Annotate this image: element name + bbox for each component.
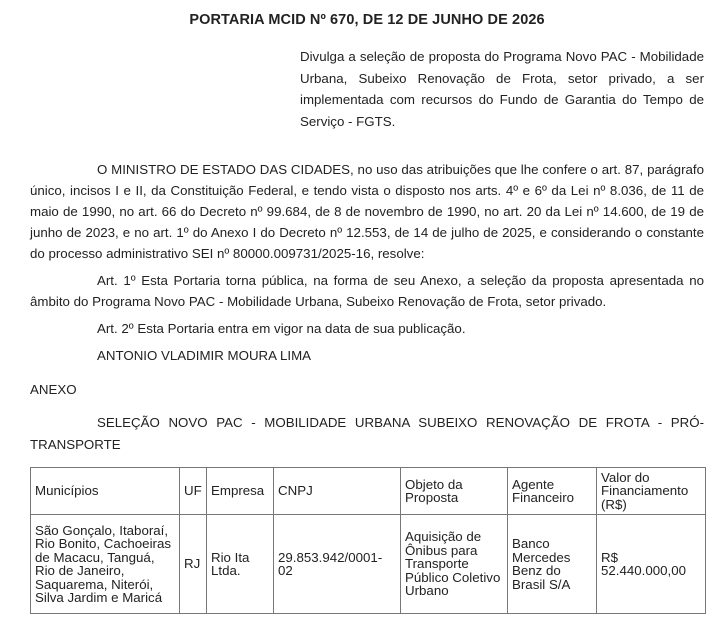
article-2: Art. 2º Esta Portaria entra em vigor na data de sua publicação. bbox=[97, 321, 466, 336]
cell-municipios: São Gonçalo, Itaboraí, Rio Bonito, Cachoeiras de Macacu, Tanguá, Rio de Janeiro, Saquarema, Niterói, Silva Jardim e Maricá bbox=[31, 515, 180, 614]
article-1: Art. 1º Esta Portaria torna pública, na forma de seu Anexo, a seleção da proposta apresentada no âmbito do Programa Novo PAC - Mobilidade Urbana, Subeixo Renovação de Frota, setor privado. bbox=[30, 273, 704, 309]
table-header-row bbox=[31, 468, 706, 515]
header-municipios: Municípios bbox=[31, 468, 180, 515]
annex-table bbox=[30, 467, 706, 614]
header-uf: UF bbox=[180, 468, 207, 515]
signer-name: ANTONIO VLADIMIR MOURA LIMA bbox=[97, 348, 312, 363]
document-title: PORTARIA MCID Nº 670, DE 12 DE JUNHO DE 2026 bbox=[189, 12, 545, 28]
preamble-paragraph: O MINISTRO DE ESTADO DAS CIDADES, no uso das atribuições que lhe confere o art. 87, parágrafo único, incisos I e II, da Constituição Federal, e tendo vista o disposto nos arts. 4º e 6º da Lei nº 8.036, de 11 de maio de 1990, no art. 66 do Decreto nº 99.684, de 8 de novembro de 1990, no art. 20 da Lei nº 14.600, de 19 de junho de 2023, e no art. 1º do Anexo I do Decreto nº 12.553, de 14 de julho de 2025, e considerando o constante do processo administrativo SEI nº 80000.009731/2025-16, resolve: bbox=[30, 162, 704, 261]
header-cnpj: CNPJ bbox=[274, 468, 401, 515]
selection-title: SELEÇÃO NOVO PAC - MOBILIDADE URBANA SUBEIXO RENOVAÇÃO DE FROTA - PRÓ-TRANSPORTE bbox=[30, 415, 704, 452]
cell-cnpj: 29.853.942/0001-02 bbox=[274, 515, 401, 614]
header-empresa: Empresa bbox=[207, 468, 274, 515]
cell-empresa: Rio Ita Ltda. bbox=[207, 515, 274, 614]
cell-uf: RJ bbox=[180, 515, 207, 614]
cell-objeto: Aquisição de Ônibus para Transporte Público Coletivo Urbano bbox=[401, 515, 508, 614]
header-agente: Agente Financeiro bbox=[508, 468, 597, 515]
cell-valor: R$ 52.440.000,00 bbox=[597, 515, 706, 614]
header-valor: Valor do Financiamento (R$) bbox=[597, 468, 706, 515]
annex-heading: ANEXO bbox=[30, 382, 77, 397]
table-row bbox=[31, 515, 706, 614]
header-objeto: Objeto da Proposta bbox=[401, 468, 508, 515]
cell-agente: Banco Mercedes Benz do Brasil S/A bbox=[508, 515, 597, 614]
ementa: Divulga a seleção de proposta do Programa Novo PAC - Mobilidade Urbana, Subeixo Renovação de Frota, setor privado, a ser implementada com recursos do Fundo de Garantia do Tempo de Serviço - FGTS. bbox=[300, 49, 704, 129]
